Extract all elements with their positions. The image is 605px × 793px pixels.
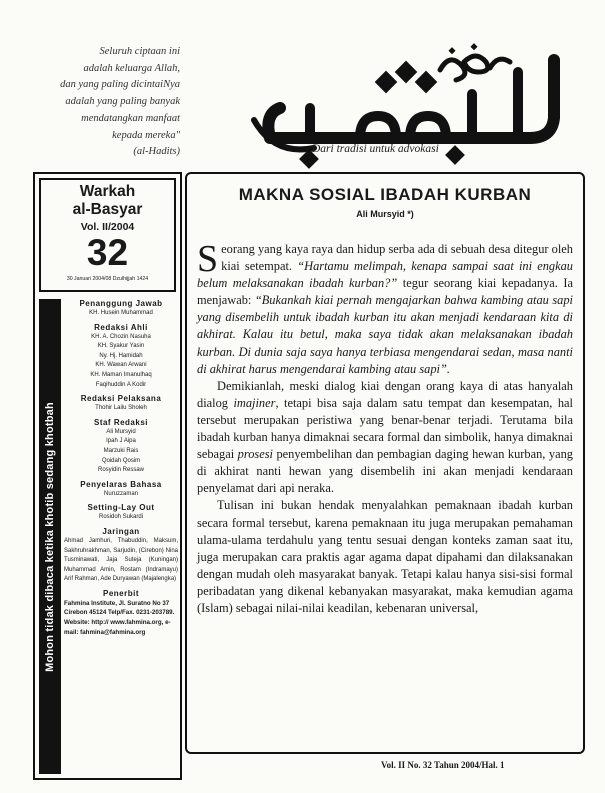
vertical-notice-banner: Mohon tidak dibaca ketika khotib sedang khotbah [39, 299, 61, 774]
quote-line: dan yang paling dicintaiNya [60, 79, 180, 91]
staff-text: Ahmad Jamhuri, Thabuddin, Maksum, Sakhruhrakhman, Sarjudin, (Cirebon) Nina Tusminawati, Jaja Suteja (Kuningan) Muhammad Amin, Rostam (Indramayu) Arif Rahman, Ade Duryawan (Majalengka) [64, 537, 178, 583]
staff-heading: Staf Redaksi [93, 417, 149, 427]
staff-name: Rosyidin Ressaw [97, 467, 145, 474]
staff-text: Fahmina Institute, Jl. Suratno No 37 Cirebon 45124 Telp/Fax. 0231-203789. Website: http:// www.fahmina.org, e-mail: fahmina@fahmina.org [64, 599, 175, 636]
editorial-staff-list [64, 299, 178, 637]
article-title: MAKNA SOSIAL IBADAH KURBAN [238, 185, 532, 204]
staff-name: Marzuki Rais [103, 447, 139, 454]
quote-line: kepada mereka" [112, 129, 180, 141]
drop-cap: S [197, 238, 219, 280]
staff-name: Ny. Hj. Hamidah [99, 352, 143, 359]
page-footer: Vol. II No. 32 Tahun 2004/Hal. 1 [381, 760, 505, 770]
quote-line: adalah keluarga Allah, [83, 62, 180, 74]
publication-title: Warkah al-Basyar [72, 183, 143, 218]
staff-name: KH. Wawan Arwani [95, 362, 147, 369]
issue-info-column [33, 172, 182, 780]
staff-name: Ali Mursyid [106, 428, 136, 435]
article-author: Ali Mursyid *) [356, 209, 414, 219]
quote-line: Seluruh ciptaan ini [99, 46, 180, 57]
quote-line: mendatangkan manfaat [81, 112, 180, 124]
issue-date: 30 Januari 2004/08 Dzulhijjah 1424 [66, 276, 149, 282]
staff-heading: Penerbit [102, 588, 139, 598]
issue-volume: Vol. II/2004 [80, 221, 135, 233]
staff-name: Rosidoh Sukardi [98, 514, 144, 521]
issue-number: 32 [86, 232, 129, 273]
staff-heading: Setting-Lay Out [87, 503, 155, 513]
quote-line: adalah yang paling banyak [65, 96, 180, 108]
main-article [185, 172, 585, 754]
staff-name: Nuruzzaman [103, 490, 138, 497]
article-paragraph: Tulisan ini bukan hendak menyalahkan pemaknaan ibadah kurban secara formal tersebut, karena pemaknaan itu juga merupakan pemahaman ulama-ulama terdahulu yang tentu sesuai dengan konteks zaman saat itu, juga merupakan cara praktis agar agama dapat dipahami dan dilaksanakan dengan mudah oleh masyarakat banyak. Tetapi kalau hanya sisi-sisi formal peribadatan yang dikenal kebanyakan masyarakat, maka kemudian agama (Islam) sebagai nilai-nilai keadilan, kebenaran universal, [197, 498, 573, 615]
staff-name: KH. Husein Muhammad [89, 310, 153, 316]
staff-name: Thohir Lailu Sholeh [95, 405, 147, 412]
staff-heading: Redaksi Pelaksana [80, 394, 162, 404]
al-basyar-arabic-logo-icon [250, 40, 580, 180]
staff-name: KH. Maman Imanulhaq [90, 371, 152, 378]
masthead-tagline: Dari tradisi untuk advokasi [312, 143, 439, 155]
article-paragraph: Demikianlah, meski dialog kiai dengan orang kaya di atas hanyalah dialog imajiner, tetapi bisa saja dalam satu tempat dan kesempatan, hal tersebut merupakan peristiwa yang benar-benar terjadi. Terutama bila ibadah kurban hanya dimaknai secara formal dan simbolik, hanya dimaknai sebagai prosesi penyembelihan dan pembagian daging hewan kurban, yang di akhirat nanti hewan yang disembelih ini akan menjadi kendaraan penyelamat dari api neraka. [197, 378, 573, 496]
hadith-quote [28, 44, 180, 161]
staff-heading: Redaksi Ahli [94, 322, 148, 332]
staff-name: KH. Syakur Yasin [97, 343, 145, 350]
article-paragraph: Seorang yang kaya raya dan hidup serba ada di sebuah desa ditegur oleh kiai setempat. “Hartamu melimpah, kenapa sampai saat ini engkau belum melaksanakan ibadah kurban?” tegur seorang kiai kepadanya. Ia menjawab: “Bukankah kiai pernah mengajarkan bahwa kambing atau sapi yang disembelih untuk ibadah kurban itu akan menjadi kendaraan kita di akhirat. Kalau itu betul, maka saya tidak akan melaksanakan ibadah kurban. Di dunia saja saya hanya terbiasa mengendarai sedan, masa nanti di akhirat harus mengendarai kambing atau sapi”. [197, 238, 573, 376]
staff-name: KH. A. Chozin Nasuha [91, 333, 151, 340]
staff-heading: Penyelaras Bahasa [80, 479, 162, 489]
staff-heading: Penanggung Jawab [79, 299, 163, 308]
article-body [197, 238, 573, 617]
staff-name: Qoidah Qosim [101, 457, 141, 464]
staff-name: Faqihuddin A Kodir [95, 381, 147, 388]
masthead-logo [250, 40, 580, 180]
staff-name: Ipah J Aipa [106, 438, 136, 445]
staff-heading: Jaringan [102, 526, 140, 536]
quote-line: (al-Hadits) [133, 146, 180, 158]
issue-box [39, 178, 176, 292]
